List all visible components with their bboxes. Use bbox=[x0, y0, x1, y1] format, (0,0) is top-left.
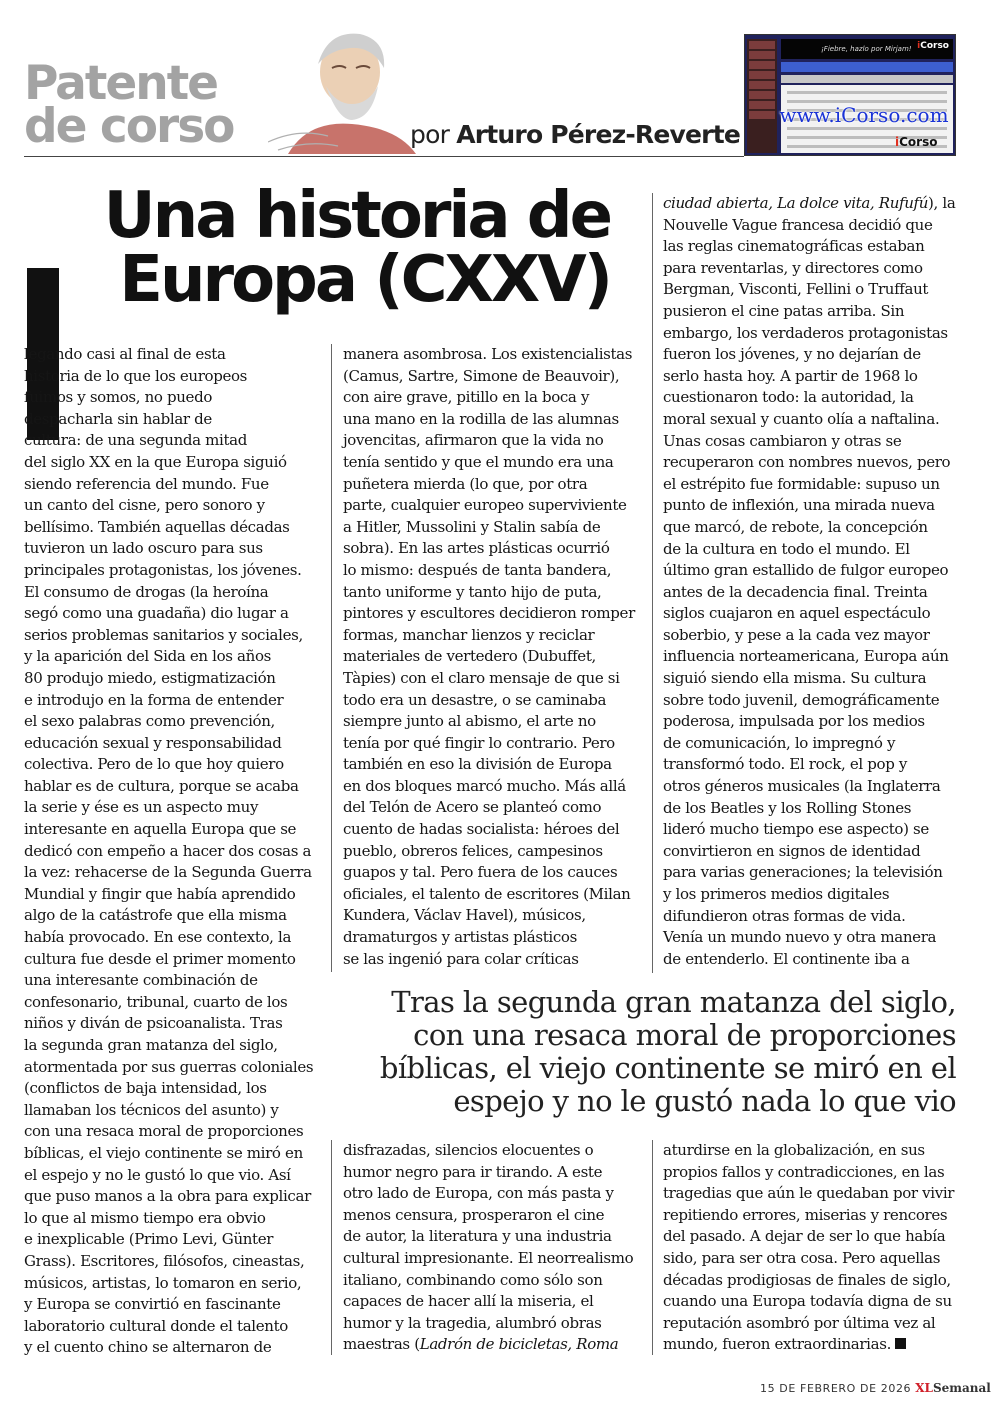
article-column-2 bbox=[343, 344, 635, 970]
text-line: en dos bloques marcó mucho. Más allá bbox=[343, 776, 626, 795]
text-line: guapos y tal. Pero fuera de los cauces bbox=[343, 863, 618, 882]
text-line: cultural impresionante. El neorrealismo bbox=[343, 1248, 634, 1267]
text-line: siglos cuajaron en aquel espectáculo bbox=[663, 604, 931, 623]
text-line: Unas cosas cambiaron y otras se bbox=[663, 431, 902, 450]
text-line: una interesante combinación de bbox=[24, 971, 258, 990]
article-column-1 bbox=[24, 344, 313, 1359]
text-line: y los primeros medios digitales bbox=[663, 885, 890, 903]
column-divider bbox=[331, 1140, 332, 1355]
text-line: moral sexual y cuanto olía a naftalina. bbox=[663, 409, 940, 428]
text-line: fuimos y somos, no puedo bbox=[24, 388, 213, 407]
text-line: con una resaca moral de proporciones bbox=[24, 1122, 304, 1141]
text-line: El consumo de drogas (la heroína bbox=[24, 582, 269, 601]
article-column-3-continued bbox=[663, 1140, 954, 1356]
column-divider bbox=[652, 193, 653, 973]
text-line: del siglo XX en la que Europa siguió bbox=[24, 452, 287, 471]
text-line: sobra). En las artes plásticas ocurrió bbox=[343, 539, 610, 558]
text-line: tanto uniforme y tanto hijo de puta, bbox=[343, 582, 602, 601]
column-divider bbox=[331, 344, 332, 972]
text-line: manera asombrosa. Los existencialistas bbox=[343, 345, 633, 363]
text-line: tuvieron un lado oscuro para sus bbox=[24, 539, 263, 558]
icorso-banner-ad[interactable] bbox=[744, 34, 956, 156]
text-line: el estrépito fue formidable: supuso un bbox=[663, 474, 940, 493]
text-line: último gran estallido de fulgor europeo bbox=[663, 561, 949, 580]
pull-quote bbox=[370, 986, 956, 1118]
text-line: oficiales, el talento de escritores (Milan bbox=[343, 884, 631, 903]
text-line: había provocado. En ese contexto, la bbox=[24, 928, 292, 947]
text-line: jovencitas, afirmaron que la vida no bbox=[343, 431, 604, 450]
text-line: llamaban los técnicos del asunto) y bbox=[24, 1100, 279, 1119]
text-line: hablar es de cultura, porque se acaba bbox=[24, 776, 299, 795]
column-divider bbox=[652, 1140, 653, 1355]
text-line: músicos, artistas, lo tomaron en serio, bbox=[24, 1273, 302, 1292]
text-line: tenía sentido y que el mundo era una bbox=[343, 452, 614, 471]
text-line: maestras (Ladrón de bicicletas, Roma bbox=[343, 1335, 619, 1354]
text-line: décadas prodigiosas de finales de siglo, bbox=[663, 1270, 951, 1289]
text-line: cultura: de una segunda mitad bbox=[24, 431, 248, 450]
text-line: de la cultura en todo el mundo. El bbox=[663, 539, 910, 558]
text-line: bíblicas, el viejo continente se miró en el bbox=[379, 1051, 956, 1085]
text-line: propios fallos y contradicciones, en las bbox=[663, 1162, 945, 1181]
section-title bbox=[24, 56, 284, 154]
text-line: cuento de hadas socialista: héroes del bbox=[343, 820, 620, 839]
author-name: Arturo Pérez-Reverte bbox=[456, 120, 741, 149]
text-line: se las ingenió para colar críticas bbox=[343, 949, 579, 968]
text-line: del pasado. A dejar de ser lo que había bbox=[663, 1227, 946, 1246]
article-column-3 bbox=[663, 193, 955, 970]
text-line: despacharla sin hablar de bbox=[24, 409, 212, 428]
text-line: también en eso la división de Europa bbox=[343, 755, 612, 774]
text-line: convirtieron en signos de identidad bbox=[663, 841, 921, 860]
text-line: de comunicación, lo impregnó y bbox=[663, 733, 896, 752]
text-line: interesante en aquella Europa que se bbox=[24, 820, 297, 839]
text-line: sobre todo juvenil, demográficamente bbox=[663, 690, 940, 709]
text-line: pintores y escultores decidieron romper bbox=[343, 604, 635, 623]
text-line: y Europa se convirtió en fascinante bbox=[24, 1295, 281, 1314]
issue-date: 15 DE FEBRERO DE 2026 bbox=[760, 1382, 912, 1395]
text-line: siempre junto al abismo, el arte no bbox=[343, 712, 596, 731]
text-line: para reventarlas, y directores como bbox=[663, 258, 923, 277]
banner-logo: iCorso bbox=[895, 135, 938, 149]
banner-nav-strip-grey bbox=[781, 75, 953, 83]
text-line: poderosa, impulsada por los medios bbox=[663, 712, 925, 731]
page-footer bbox=[760, 1381, 991, 1395]
text-line: bíblicas, el viejo continente se miró en bbox=[24, 1143, 303, 1162]
text-line: (Camus, Sartre, Simone de Beauvoir), bbox=[343, 366, 620, 385]
byline-prefix: por bbox=[410, 120, 450, 149]
text-line: la vez: rehacerse de la Segunda Guerra bbox=[24, 863, 312, 882]
text-line: legando casi al final de esta bbox=[24, 345, 226, 363]
text-line: serlo hasta hoy. A partir de 1968 lo bbox=[663, 366, 918, 385]
text-line: pueblo, obreros felices, campesinos bbox=[343, 841, 603, 860]
text-line: reputación asombró por última vez al bbox=[663, 1313, 936, 1332]
text-line: punto de inflexión, una mirada nueva bbox=[663, 496, 935, 515]
text-line: que puso manos a la obra para explicar bbox=[24, 1187, 311, 1206]
text-line: de los Beatles y los Rolling Stones bbox=[663, 798, 912, 817]
text-line: el sexo palabras como prevención, bbox=[24, 712, 275, 731]
text-line: otro lado de Europa, con más pasta y bbox=[343, 1184, 614, 1203]
text-line: con aire grave, pitillo en la boca y bbox=[343, 388, 590, 407]
text-line: todo era un desastre, o se caminaba bbox=[343, 690, 607, 709]
text-line: Nouvelle Vague francesa decidió que bbox=[663, 215, 933, 234]
text-line: siguió siendo ella misma. Su cultura bbox=[663, 669, 927, 688]
text-line: materiales de vertedero (Dubuffet, bbox=[343, 647, 596, 666]
section-title-line1: Patente bbox=[24, 56, 218, 111]
text-line: mundo, fueron extraordinarias. bbox=[663, 1334, 954, 1356]
text-line: parte, cualquier europeo superviviente bbox=[343, 496, 627, 515]
text-line: fueron los jóvenes, y no dejarían de bbox=[663, 345, 921, 364]
text-line: la serie y ése es un aspecto muy bbox=[24, 798, 259, 817]
text-line: bellísimo. También aquellas décadas bbox=[24, 517, 290, 536]
text-line: (conflictos de baja intensidad, los bbox=[24, 1079, 267, 1098]
text-line: Tàpies) con el claro mensaje de que si bbox=[343, 668, 620, 687]
text-line: Venía un mundo nuevo y otra manera bbox=[663, 928, 937, 947]
text-line: repitiendo errores, miserias y rencores bbox=[663, 1205, 948, 1224]
text-line: un canto del cisne, pero sonoro y bbox=[24, 496, 265, 515]
text-line: de entenderlo. El continente iba a bbox=[663, 949, 910, 968]
headline-line1: Una historia de bbox=[103, 179, 610, 253]
text-line: laboratorio cultural donde el talento bbox=[24, 1316, 288, 1335]
text-line: niños y diván de psicoanalista. Tras bbox=[24, 1014, 283, 1033]
text-line: y la aparición del Sida en los años bbox=[24, 647, 271, 666]
text-line: dedicó con empeño a hacer dos cosas a bbox=[24, 841, 312, 860]
banner-sidebar-thumbnails bbox=[747, 39, 777, 153]
text-line: con una resaca moral de proporciones bbox=[413, 1018, 956, 1052]
text-line: e introdujo en la forma de entender bbox=[24, 690, 284, 709]
text-line: difundieron otras formas de vida. bbox=[663, 906, 906, 925]
text-line: lo que al mismo tiempo era obvio bbox=[24, 1208, 266, 1227]
publication-logo: XLSemanal bbox=[915, 1381, 991, 1395]
text-line: la segunda gran matanza del siglo, bbox=[24, 1036, 278, 1054]
byline bbox=[410, 120, 740, 149]
article-headline bbox=[30, 179, 610, 317]
text-line: una mano en la rodilla de las alumnas bbox=[343, 409, 619, 428]
text-line: italiano, combinando como sólo son bbox=[343, 1270, 603, 1289]
text-line: segó como una guadaña) dio lugar a bbox=[24, 604, 289, 623]
text-line: que marcó, de rebote, la concepción bbox=[663, 517, 928, 536]
text-line: aturdirse en la globalización, en sus bbox=[663, 1141, 925, 1159]
end-of-article-mark bbox=[895, 1338, 906, 1349]
text-line: dramaturgos y artistas plásticos bbox=[343, 928, 577, 947]
text-line: menos censura, prosperaron el cine bbox=[343, 1205, 605, 1224]
text-line: tragedias que aún le quedaban por vivir bbox=[663, 1184, 955, 1203]
text-line: lideró mucho tiempo ese aspecto) se bbox=[663, 820, 929, 839]
text-line: tenía por qué fingir lo contrario. Pero bbox=[343, 733, 615, 752]
text-line: el espejo y no le gustó lo que vio. Así bbox=[24, 1165, 291, 1184]
text-line: principales protagonistas, los jóvenes. bbox=[24, 560, 302, 579]
article-column-2-continued bbox=[343, 1140, 633, 1356]
text-line: formas, manchar lienzos y reciclar bbox=[343, 625, 595, 644]
text-line: del Telón de Acero se planteó como bbox=[343, 798, 602, 817]
text-line: humor y la tragedia, alumbró obras bbox=[343, 1313, 602, 1332]
banner-logo-small: iCorso bbox=[917, 41, 949, 51]
text-line: de autor, la literatura y una industria bbox=[343, 1227, 612, 1246]
text-line: recuperaron con nombres nuevos, pero bbox=[663, 453, 951, 472]
text-line: las reglas cinematográficas estaban bbox=[663, 237, 925, 256]
text-line: a Hitler, Mussolini y Stalin sabía de bbox=[343, 517, 601, 536]
text-line: otros géneros musicales (la Inglaterra bbox=[663, 777, 941, 796]
text-line: serios problemas sanitarios y sociales, bbox=[24, 625, 303, 644]
section-title-line2: de corso bbox=[24, 99, 234, 154]
text-line: capaces de hacer allí la miseria, el bbox=[343, 1292, 594, 1311]
text-line: confesonario, tribunal, cuarto de los bbox=[24, 992, 288, 1011]
text-line: educación sexual y responsabilidad bbox=[24, 733, 282, 752]
banner-nav-strip bbox=[781, 62, 953, 72]
text-line: 80 produjo miedo, estigmatización bbox=[24, 668, 276, 687]
text-line: algo de la catástrofe que ella misma bbox=[24, 906, 287, 925]
text-line: antes de la decadencia final. Treinta bbox=[663, 582, 928, 601]
text-line: embargo, los verdaderos protagonistas bbox=[663, 323, 948, 342]
text-line: Tras la segunda gran matanza del siglo, bbox=[391, 985, 956, 1019]
text-line: e inexplicable (Primo Levi, Günter bbox=[24, 1230, 274, 1249]
banner-url[interactable]: www.iCorso.com bbox=[779, 103, 949, 127]
text-line: para varias generaciones; la televisión bbox=[663, 863, 943, 882]
text-line: cuestionaron todo: la autoridad, la bbox=[663, 388, 914, 407]
text-line: lo mismo: después de tanta bandera, bbox=[343, 560, 612, 579]
text-line: Grass). Escritores, filósofos, cineastas, bbox=[24, 1251, 305, 1270]
text-line: Mundial y fingir que había aprendido bbox=[24, 884, 296, 903]
banner-tagline: ¡Fiebre, hazlo por Mirjam! bbox=[781, 39, 953, 59]
text-line: y el cuento chino se alternaron de bbox=[24, 1338, 272, 1357]
text-line: atormentada por sus guerras coloniales bbox=[24, 1057, 314, 1076]
text-line: transformó todo. El rock, el pop y bbox=[663, 755, 908, 774]
text-line: disfrazadas, silencios elocuentes o bbox=[343, 1141, 594, 1159]
text-line: puñetera mierda (lo que, por otra bbox=[343, 474, 588, 493]
text-line: sido, para ser otra cosa. Pero aquellas bbox=[663, 1248, 941, 1267]
text-line: colectiva. Pero de lo que hoy quiero bbox=[24, 755, 284, 774]
text-line: Bergman, Visconti, Fellini o Truffaut bbox=[663, 280, 929, 299]
text-line: ciudad abierta, La dolce vita, Rufufú), la bbox=[663, 194, 956, 212]
text-line: Kundera, Václav Havel), músicos, bbox=[343, 906, 586, 925]
text-line: cultura fue desde el primer momento bbox=[24, 949, 296, 968]
text-line: espejo y no le gustó nada lo que vio bbox=[453, 1084, 956, 1118]
author-portrait-illustration bbox=[268, 24, 418, 156]
text-line: soberbio, y pese a la cada vez mayor bbox=[663, 625, 930, 644]
text-line: influencia norteamericana, Europa aún bbox=[663, 647, 949, 666]
text-line: cuando una Europa todavía digna de su bbox=[663, 1292, 952, 1311]
headline-line2: Europa (CXXV) bbox=[119, 243, 610, 317]
text-line: siendo referencia del mundo. Fue bbox=[24, 474, 269, 493]
text-line: humor negro para ir tirando. A este bbox=[343, 1162, 603, 1181]
text-line: historia de lo que los europeos bbox=[24, 366, 248, 385]
text-line: pusieron el cine patas arriba. Sin bbox=[663, 301, 905, 320]
header-divider bbox=[24, 156, 744, 157]
